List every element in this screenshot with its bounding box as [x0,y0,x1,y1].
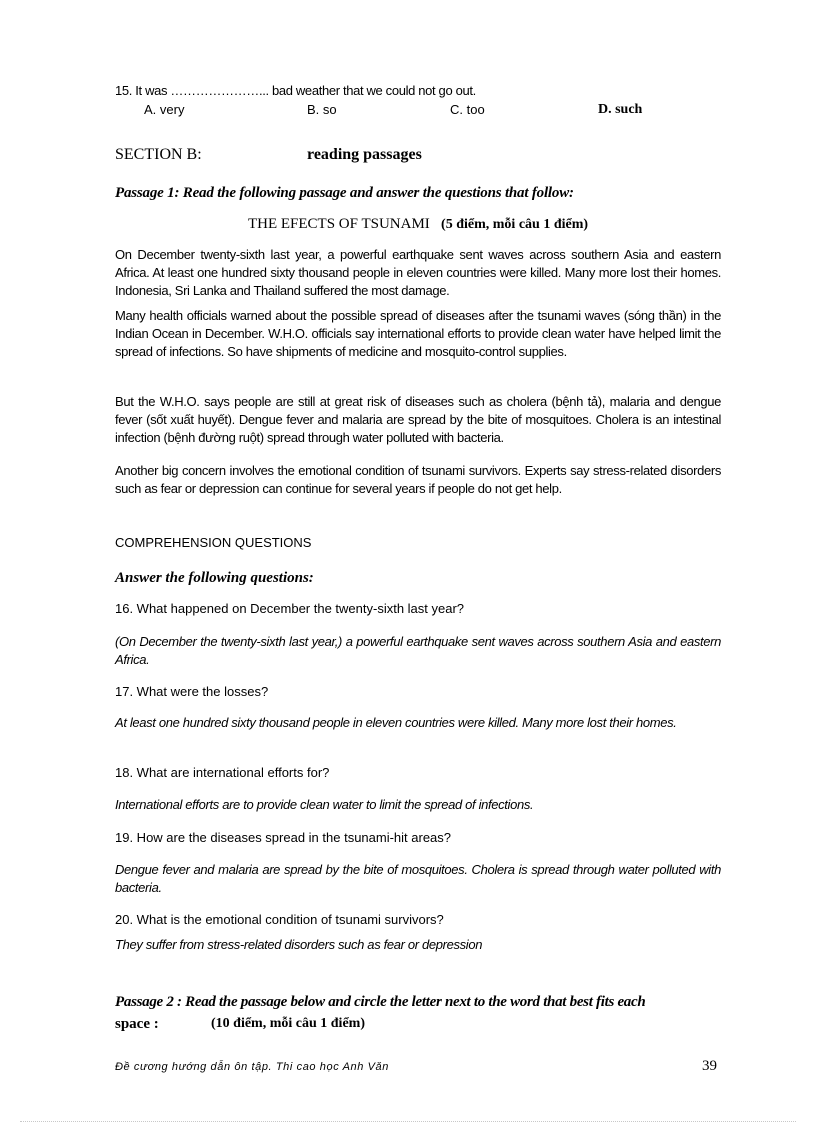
passage1-paragraph: On December twenty-sixth last year, a powerful earthquake sent waves across southern Asia and eastern Africa. At least one hundred sixty thousand people in eleven countries were killed. Many more lost their homes. Indonesia, Sri Lanka and Thailand suffered the most damage. [115,247,721,298]
q15-stem: 15. It was …………………... bad weather that we could not go out. [115,83,476,98]
passage2-instruction: Passage 2 : Read the passage below and circle the letter next to the word that best fits each [115,994,646,1010]
question-18: 18. What are international efforts for? [115,765,330,780]
answer-18: International efforts are to provide clean water to limit the spread of infections. [115,797,534,812]
question-19: 19. How are the diseases spread in the tsunami-hit areas? [115,830,452,845]
q15-option-b: B. so [307,102,337,117]
footer-title: Đề cương hướng dẫn ôn tập. Thi cao học Anh Văn [115,1061,389,1073]
passage1-points: (5 điểm, mỗi câu 1 điểm) [441,217,589,232]
page-bottom-divider [20,1121,796,1122]
q15-option-d: D. such [598,102,643,117]
question-20: 20. What is the emotional condition of tsunami survivors? [115,912,444,927]
passage2-space-label: space : [115,1016,159,1032]
comprehension-heading: COMPREHENSION QUESTIONS [115,535,312,550]
passage1-heading [115,214,721,235]
page-number: 39 [702,1058,717,1074]
section-title: reading passages [307,146,422,163]
answer-16: (On December the twenty-sixth last year,) a powerful earthquake sent waves across southern Asia and eastern Africa. [115,634,721,667]
answer-19: Dengue fever and malaria are spread by the bite of mosquitoes. Cholera is spread through water polluted with bacteria. [115,862,721,895]
passage1-paragraph: Another big concern involves the emotional condition of tsunami survivors. Experts say stress-related disorders such as fear or depression can continue for several years if people do not get help. [115,463,721,496]
q15-option-c: C. too [450,102,485,117]
q15-option-a: A. very [144,102,185,117]
question-17: 17. What were the losses? [115,684,269,699]
passage1-title: THE EFECTS OF TSUNAMI [247,216,430,232]
passage1-paragraph: Many health officials warned about the possible spread of diseases after the tsunami waves (sóng thần) in the Indian Ocean in December. W.H.O. officials say international efforts to provide clean water have helped limit the spread of infections. So have shipments of medicine and mosquito-control supplies. [115,308,721,359]
comprehension-instruction: Answer the following questions: [115,570,314,586]
answer-20: They suffer from stress-related disorders such as fear or depression [115,937,483,952]
answer-17: At least one hundred sixty thousand people in eleven countries were killed. Many more lost their homes. [115,715,677,730]
section-label: SECTION B: [115,146,202,163]
passage2-points: (10 điểm, mỗi câu 1 điểm) [211,1016,365,1031]
passage1-instruction: Passage 1: Read the following passage and answer the questions that follow: [115,185,574,201]
passage1-paragraph: But the W.H.O. says people are still at great risk of diseases such as cholera (bệnh tả), malaria and dengue fever (sốt xuất huyết). Dengue fever and malaria are spread by the bite of mosquitoes. Cholera is an intestinal infection (bệnh đường ruột) spread through water polluted with bacteria. [115,394,721,445]
question-16: 16. What happened on December the twenty-sixth last year? [115,601,465,616]
